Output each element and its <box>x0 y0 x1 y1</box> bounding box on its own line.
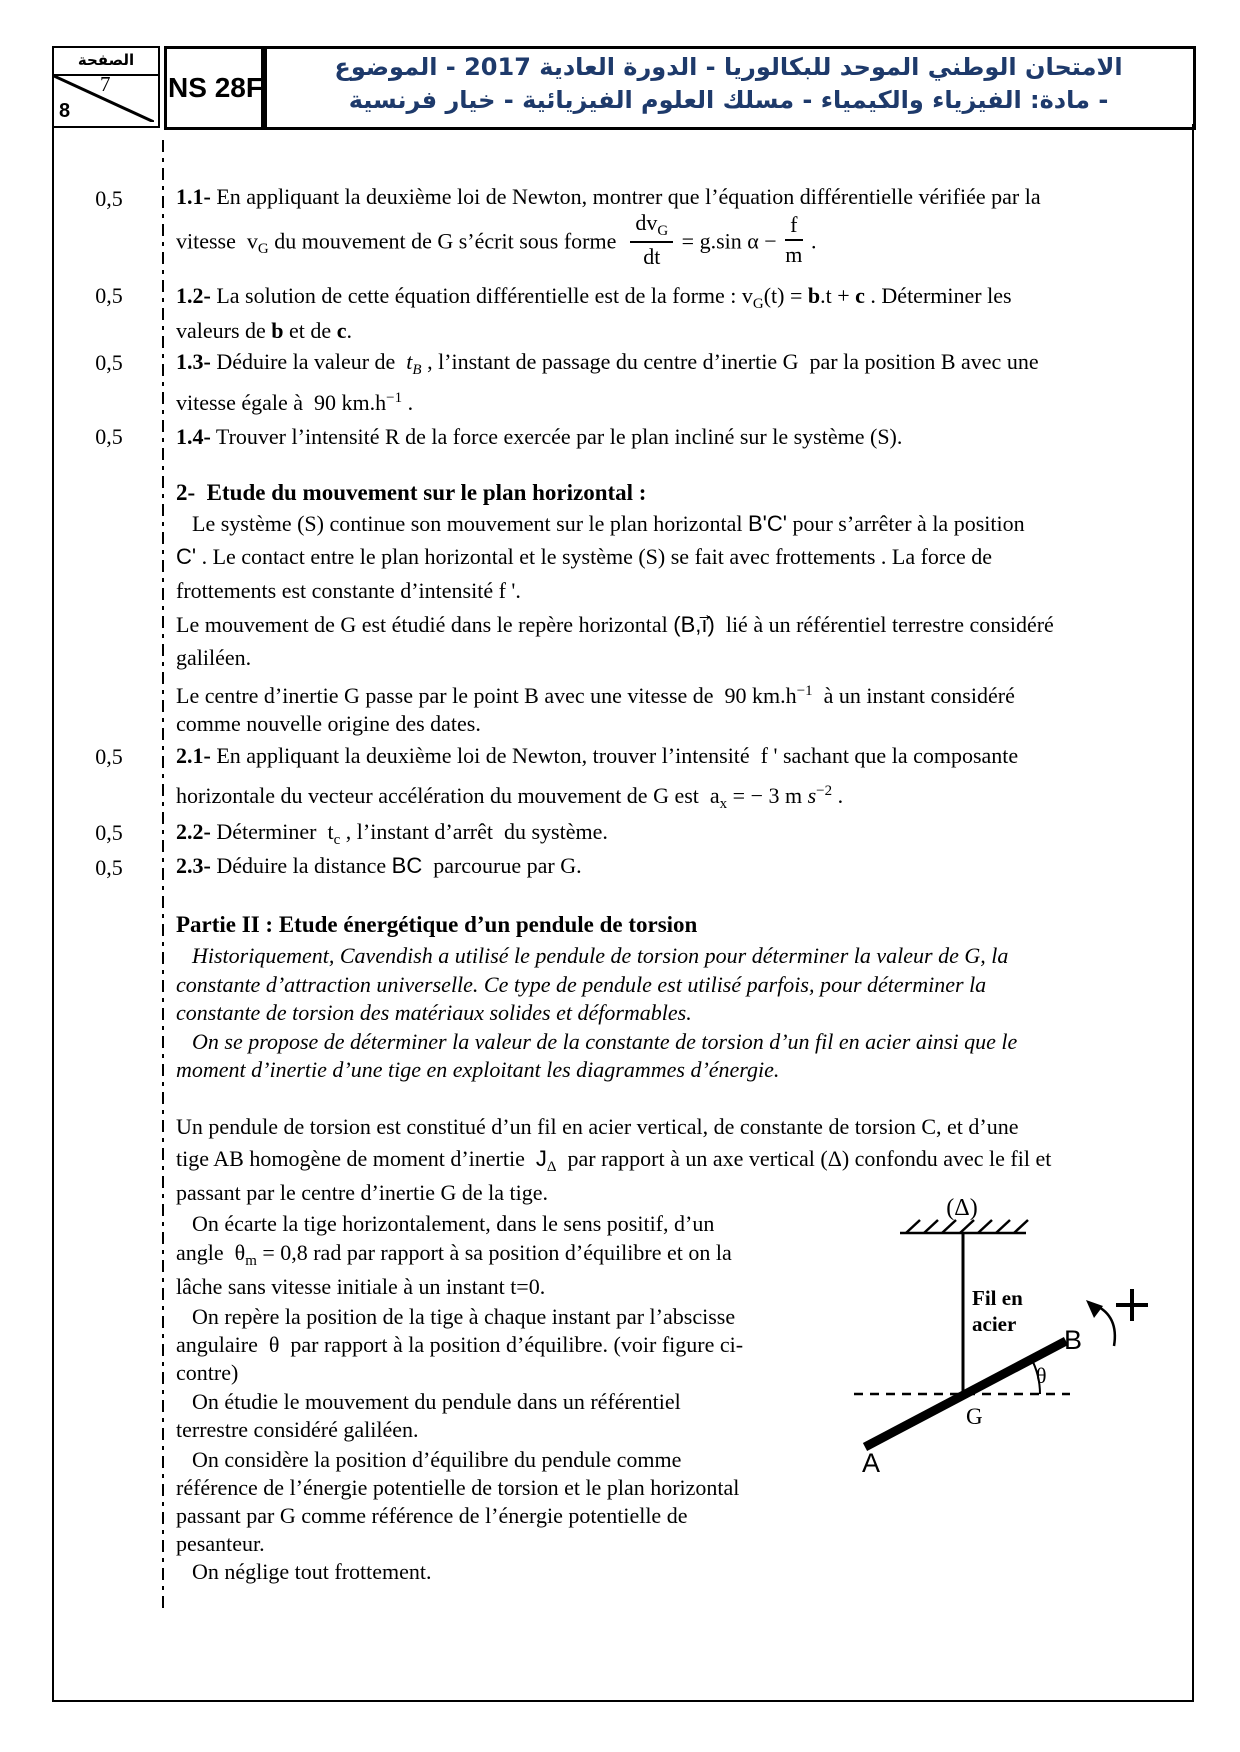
text: . <box>402 390 414 416</box>
ceiling-hatch-icon <box>900 1220 1028 1233</box>
line-intro-italic-2: constante d’attraction universelle. Ce type de pendule est utilisé parfois, pour déterminer la <box>176 972 987 997</box>
figure-axis-label: (Δ) <box>946 1195 978 1221</box>
symbol-s: s <box>807 783 817 809</box>
line-p2a-1 <box>176 509 1025 539</box>
page-current: 7 <box>100 72 111 96</box>
symbol-b: b <box>807 283 821 308</box>
symbol-vG: v <box>246 228 258 254</box>
point-b-label: B <box>1064 1325 1083 1355</box>
symbol-c: c <box>336 318 347 343</box>
mark-q14: 0,5 <box>95 424 123 449</box>
line-p2b-2: galiléen. <box>176 645 252 670</box>
line-pendulum-2 <box>176 1144 1051 1182</box>
plus-sign-icon <box>1116 1289 1148 1321</box>
line-col-10: référence de l’énergie potentielle de torsion et le plan horizontal <box>176 1475 740 1500</box>
text: Le centre d’inertie G passe par le point B avec une vitesse de 90 km.h <box>176 683 797 709</box>
symbol-frame-Bi: (B,i⃗) <box>673 612 715 637</box>
text: par rapport à un axe vertical (Δ) confondu avec le fil et <box>556 1146 1052 1171</box>
question-number: 2.1- <box>176 743 211 768</box>
subscript: c <box>333 831 341 848</box>
text: Le système (S) continue son mouvement sur le plan horizontal <box>192 511 748 536</box>
text: vitesse égale à 90 km.h <box>176 390 387 416</box>
mark-q12: 0,5 <box>95 283 123 308</box>
page-number-box <box>52 46 160 128</box>
text: . <box>805 228 817 254</box>
text: Déduire la valeur de <box>210 349 407 374</box>
section-2-heading: 2- Etude du mouvement sur le plan horizontal : <box>176 480 647 505</box>
point-g-label: G <box>966 1404 983 1429</box>
line-p2b-1 <box>176 610 1054 640</box>
line-q23 <box>176 851 582 881</box>
line-intro-italic-5: moment d’inertie d’une tige en exploitant les diagrammes d’énergie. <box>176 1057 780 1082</box>
text: parcourue par G. <box>422 853 582 878</box>
question-number: 1.1- <box>176 184 211 209</box>
text: , l’instant de passage du centre d’inertie G par la position B avec une <box>421 349 1039 374</box>
angle-label: θ <box>1036 1363 1047 1388</box>
text: , l’instant d’arrêt du système. <box>340 819 608 844</box>
line-col-11: passant par G comme référence de l’énergie potentielle de <box>176 1503 688 1528</box>
text: à un instant considéré <box>812 683 1015 709</box>
numerator: f <box>785 213 802 241</box>
num-base: dv <box>635 210 658 235</box>
text: En appliquant la deuxième loi de Newton, trouver l’intensité f ' sachant que la composante <box>210 743 1019 768</box>
subscript: x <box>719 796 728 812</box>
text: .t + <box>820 283 856 308</box>
question-number: 2.3- <box>176 853 211 878</box>
subscript: m <box>245 1252 257 1269</box>
line-q13-2 <box>176 383 413 418</box>
wire-label-1: Fil en <box>972 1286 1023 1310</box>
figure-torsion-pendulum <box>840 1183 1170 1493</box>
page-word: الصفحة <box>54 48 158 76</box>
superscript: −1 <box>796 683 813 699</box>
subscript: G <box>752 295 764 312</box>
numerator <box>630 211 673 243</box>
denominator: dt <box>643 244 661 270</box>
line-col-5: angulaire θ par rapport à la position d’équilibre. (voir figure ci- <box>176 1332 744 1357</box>
text: Déduire la distance <box>210 853 392 878</box>
fraction-f-m <box>785 213 802 267</box>
page-fraction <box>54 72 158 122</box>
question-number: 2.2- <box>176 819 211 844</box>
mark-q21: 0,5 <box>95 744 123 769</box>
line-col-12: pesanteur. <box>176 1531 265 1556</box>
text: = 0,8 rad par rapport à sa position d’équilibre et on la <box>256 1240 732 1265</box>
fraction-dvG-dt <box>630 211 673 269</box>
wire-label-2: acier <box>972 1312 1017 1336</box>
symbol-tB: t <box>406 349 413 374</box>
line-p2c-1 <box>176 676 1015 711</box>
line-q13-1 <box>176 347 1039 385</box>
line-intro-italic-3: constante de torsion des matériaux solides et déformables. <box>176 1000 692 1025</box>
page-total: 8 <box>59 100 71 122</box>
text: angle θ <box>176 1240 246 1265</box>
line-pendulum-3: passant par le centre d’inertie G de la tige. <box>176 1180 549 1205</box>
text: et de <box>283 318 337 343</box>
text: = − 3 m <box>727 783 808 809</box>
subscript: G <box>257 241 269 258</box>
question-number: 1.4- <box>176 424 211 449</box>
point-a-label: A <box>862 1448 881 1478</box>
symbol-Cp: C' <box>176 544 197 569</box>
exam-title-box <box>261 46 1196 130</box>
mark-q11: 0,5 <box>95 186 123 211</box>
text: vitesse <box>176 228 247 254</box>
line-col-7: On étudie le mouvement du pendule dans un référentiel <box>192 1389 681 1414</box>
exam-title-line2: - مادة: الفيزياء والكيمياء - مسلك العلوم الفيزيائية - خيار فرنسية <box>348 86 1109 114</box>
superscript: −2 <box>816 783 833 799</box>
symbol-BpCp: B'C' <box>747 511 787 536</box>
subscript: Δ <box>546 1158 557 1175</box>
line-col-13: On néglige tout frottement. <box>192 1559 432 1584</box>
symbol-b: b <box>271 318 284 343</box>
line-pendulum-1: Un pendule de torsion est constitué d’un fil en acier vertical, de constante de torsion C, et d’une <box>176 1114 1019 1139</box>
text: lié à un référentiel terrestre considéré <box>714 612 1054 637</box>
symbol-vG: v <box>741 283 753 308</box>
line-q12-1 <box>176 281 1012 319</box>
line-intro-italic-4: On se propose de déterminer la valeur de la constante de torsion d’un fil en acier ainsi que le <box>192 1029 1018 1054</box>
text: . Le contact entre le plan horizontal et le système (S) se fait avec frottements . La force de <box>196 544 993 569</box>
exam-code: NS 28F <box>164 46 267 130</box>
text: La solution de cette équation différentielle est de la forme : <box>210 283 742 308</box>
symbol-c: c <box>855 283 865 308</box>
line-p2c-2: comme nouvelle origine des dates. <box>176 711 481 736</box>
line-col-3: lâche sans vitesse initiale à un instant t=0. <box>176 1274 546 1299</box>
question-number: 1.2- <box>176 283 211 308</box>
marks-separator <box>161 140 165 1612</box>
text: = g.sin α − <box>676 228 783 254</box>
num-sub: G <box>657 222 669 239</box>
line-col-1: On écarte la tige horizontalement, dans le sens positif, d’un <box>192 1211 715 1236</box>
text: Déterminer t <box>210 819 334 844</box>
text: . <box>346 318 352 343</box>
mark-q23: 0,5 <box>95 855 123 880</box>
line-q11-2-equation <box>176 210 817 272</box>
text: valeurs de <box>176 318 272 343</box>
symbol-J: J <box>535 1146 547 1171</box>
text: tige AB homogène de moment d’inertie <box>176 1146 536 1171</box>
text: du mouvement de G s’écrit sous forme <box>268 228 628 254</box>
exam-title-line1: الامتحان الوطني الموحد للبكالوريا - الدورة العادية 2017 - الموضوع <box>334 53 1123 81</box>
text: horizontale du vecteur accélération du mouvement de G est a <box>176 783 720 809</box>
line-col-9: On considère la position d’équilibre du pendule comme <box>192 1447 682 1472</box>
line-q21-1 <box>176 741 1018 771</box>
mark-q13: 0,5 <box>95 350 123 375</box>
mark-q22: 0,5 <box>95 820 123 845</box>
text: pour s’arrêter à la position <box>786 511 1025 536</box>
text: (t) = <box>763 283 808 308</box>
line-intro-italic-1: Historiquement, Cavendish a utilisé le pendule de torsion pour déterminer la valeur de G, la <box>192 943 1009 968</box>
text: . Déterminer les <box>864 283 1012 308</box>
subscript: B <box>412 361 422 378</box>
line-q22 <box>176 817 608 855</box>
line-p2a-3: frottements est constante d’intensité f '. <box>176 578 521 603</box>
arrowhead-icon <box>1086 1300 1103 1318</box>
text: . <box>832 783 844 809</box>
text: Le mouvement de G est étudié dans le repère horizontal <box>176 612 674 637</box>
line-col-2 <box>176 1238 732 1276</box>
line-q14 <box>176 422 902 452</box>
line-q12-2 <box>176 316 352 346</box>
text: En appliquant la deuxième loi de Newton, montrer que l’équation différentielle vérifiée par la <box>210 184 1041 209</box>
line-col-6: contre) <box>176 1360 239 1385</box>
denominator: m <box>785 242 803 268</box>
line-p2a-2 <box>176 542 992 572</box>
line-col-8: terrestre considéré galiléen. <box>176 1417 419 1442</box>
line-q21-2 <box>176 776 843 819</box>
line-col-4: On repère la position de la tige à chaque instant par l’abscisse <box>192 1304 736 1329</box>
line-q11-1 <box>176 182 1041 212</box>
text: Trouver l’intensité R de la force exercée par le plan incliné sur le système (S). <box>210 424 903 449</box>
superscript: −1 <box>386 390 403 406</box>
question-number: 1.3- <box>176 349 211 374</box>
part-2-heading: Partie II : Etude énergétique d’un pendule de torsion <box>176 912 698 937</box>
symbol-BC: BC <box>391 853 423 878</box>
